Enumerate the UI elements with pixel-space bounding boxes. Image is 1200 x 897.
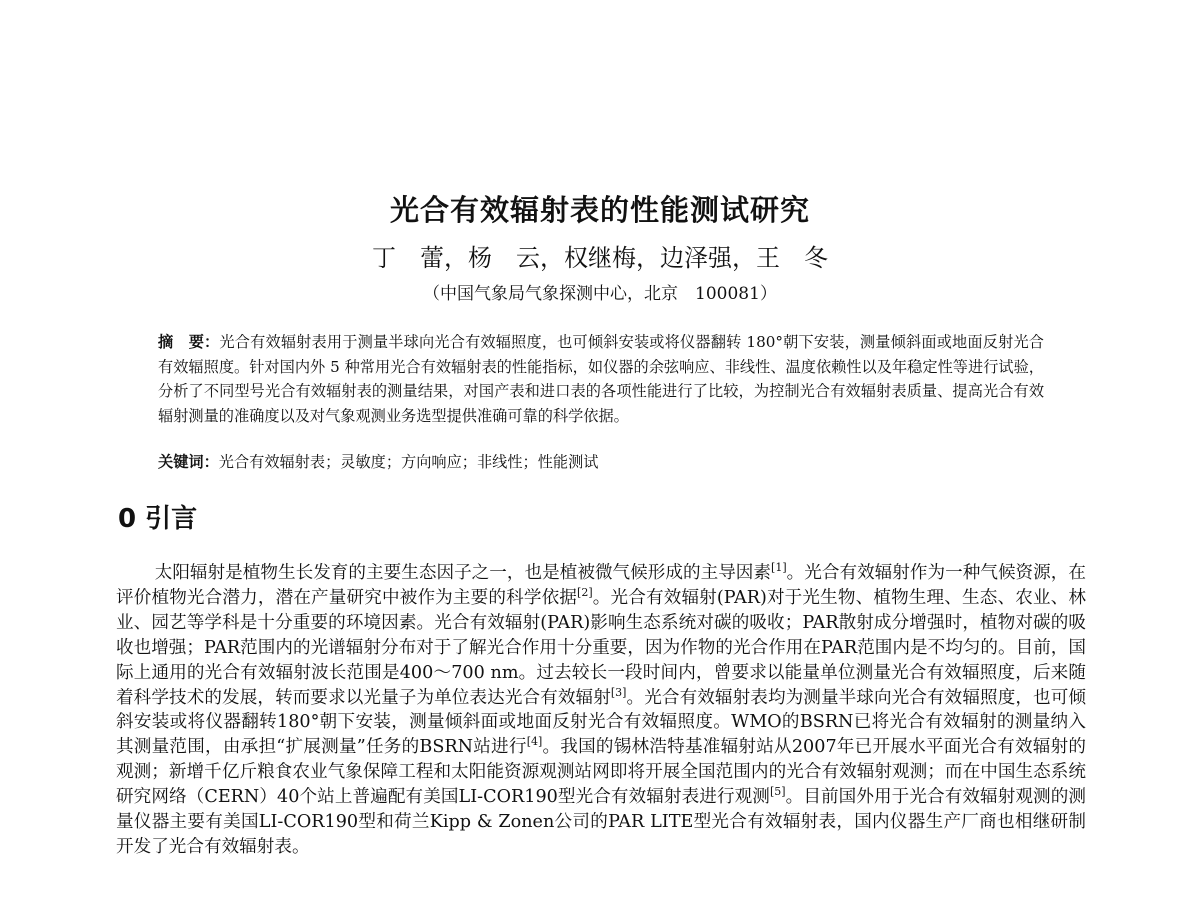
citation-ref[interactable]: [4]	[526, 735, 543, 749]
body-paragraph	[116, 561, 1086, 860]
body-text	[116, 561, 1086, 860]
body-sentence: 。目前国外用于光合有效辐射观测的测量仪器主要有美国LI-COR190型和荷兰Kipp & Zonen公司的PAR LITE型光合有效辐射表，国内仪器生产厂商也相继研制开发了光合有效辐射表。	[116, 787, 1086, 857]
affiliation: （中国气象局气象探测中心，北京 100081）	[423, 284, 777, 304]
abstract-text: 光合有效辐射表用于测量半球向光合有效辐照度，也可倾斜安装或将仪器翻转 180°朝下安装，测量倾斜面或地面反射光合有效辐照度。针对国内外 5 种常用光合有效辐射表的性能指标，如仪器的余弦响应、非线性、温度依赖性以及年稳定性等进行试验，分析了不同型号光合有效辐射表的测量结果，对国产表和进口表的各项性能进行了比较，为控制光合有效辐射表质量、提高光合有效辐射测量的准确度以及对气象观测业务选型提供准确可靠的科学依据。	[158, 333, 1044, 425]
section-heading: 0 引言	[118, 504, 198, 534]
citation-ref[interactable]: [3]	[610, 685, 627, 699]
abstract-label: 摘 要：	[158, 333, 220, 351]
citation-ref[interactable]: [2]	[577, 585, 593, 599]
citation-ref[interactable]: [1]	[771, 561, 787, 574]
keywords-label: 关键词：	[158, 453, 219, 471]
body-sentence: 。光合有效辐射表均为测量半球向光合有效辐照度，也可倾斜安装或将仪器翻转180°朝下安装，测量倾斜面或地面反射光合有效辐照度。WMO的BSRN已将光合有效辐射的测量纳入其测量范围，由承担“扩展测量”任务的BSRN站进行	[116, 687, 1086, 758]
body-sentence: 。光合有效辐射作为一种气候资源，在评价植物光合潜力，潜在产量研究中被作为主要的科学依据	[116, 563, 1086, 608]
body-sentence: 。光合有效辐射(PAR)对于光生物、植物生理、生态、农业、林业、园艺等学科是十分重要的环境因素。光合有效辐射(PAR)影响生态系统对碳的吸收；PAR散射成分增强时，植物对碳的吸收也增强；PAR范围内的光谱辐射分布对于了解光合作用十分重要，因为作物的光合作用在PAR范围内是不均匀的。目前，国际上通用的光合有效辐射波长范围是400～700 nm。过去较长一段时间内，曾要求以能量单位测量光合有效辐照度，后来随着科学技术的发展，转而要求以光量子为单位表达光合有效辐射	[116, 587, 1086, 708]
author-list: 丁 蕾，杨 云，权继梅，边泽强，王 冬	[372, 244, 828, 272]
keywords	[158, 450, 1044, 474]
citation-ref[interactable]: [5]	[769, 785, 786, 799]
body-sentence: 太阳辐射是植物生长发育的主要生态因子之一，也是植被微气候形成的主导因素	[154, 563, 772, 583]
body-sentence: 。我国的锡林浩特基准辐射站从2007年已开展水平面光合有效辐射的观测；新增千亿斤粮食农业气象保障工程和太阳能资源观测站网即将开展全国范围内的光合有效辐射观测；而在中国生态系统研究网络（CERN）40个站上普遍配有美国LI-COR190型光合有效辐射表进行观测	[116, 737, 1086, 808]
paper-title: 光合有效辐射表的性能测试研究	[389, 193, 810, 227]
abstract	[158, 330, 1044, 428]
keywords-text: 光合有效辐射表；灵敏度；方向响应；非线性；性能测试	[218, 453, 599, 471]
